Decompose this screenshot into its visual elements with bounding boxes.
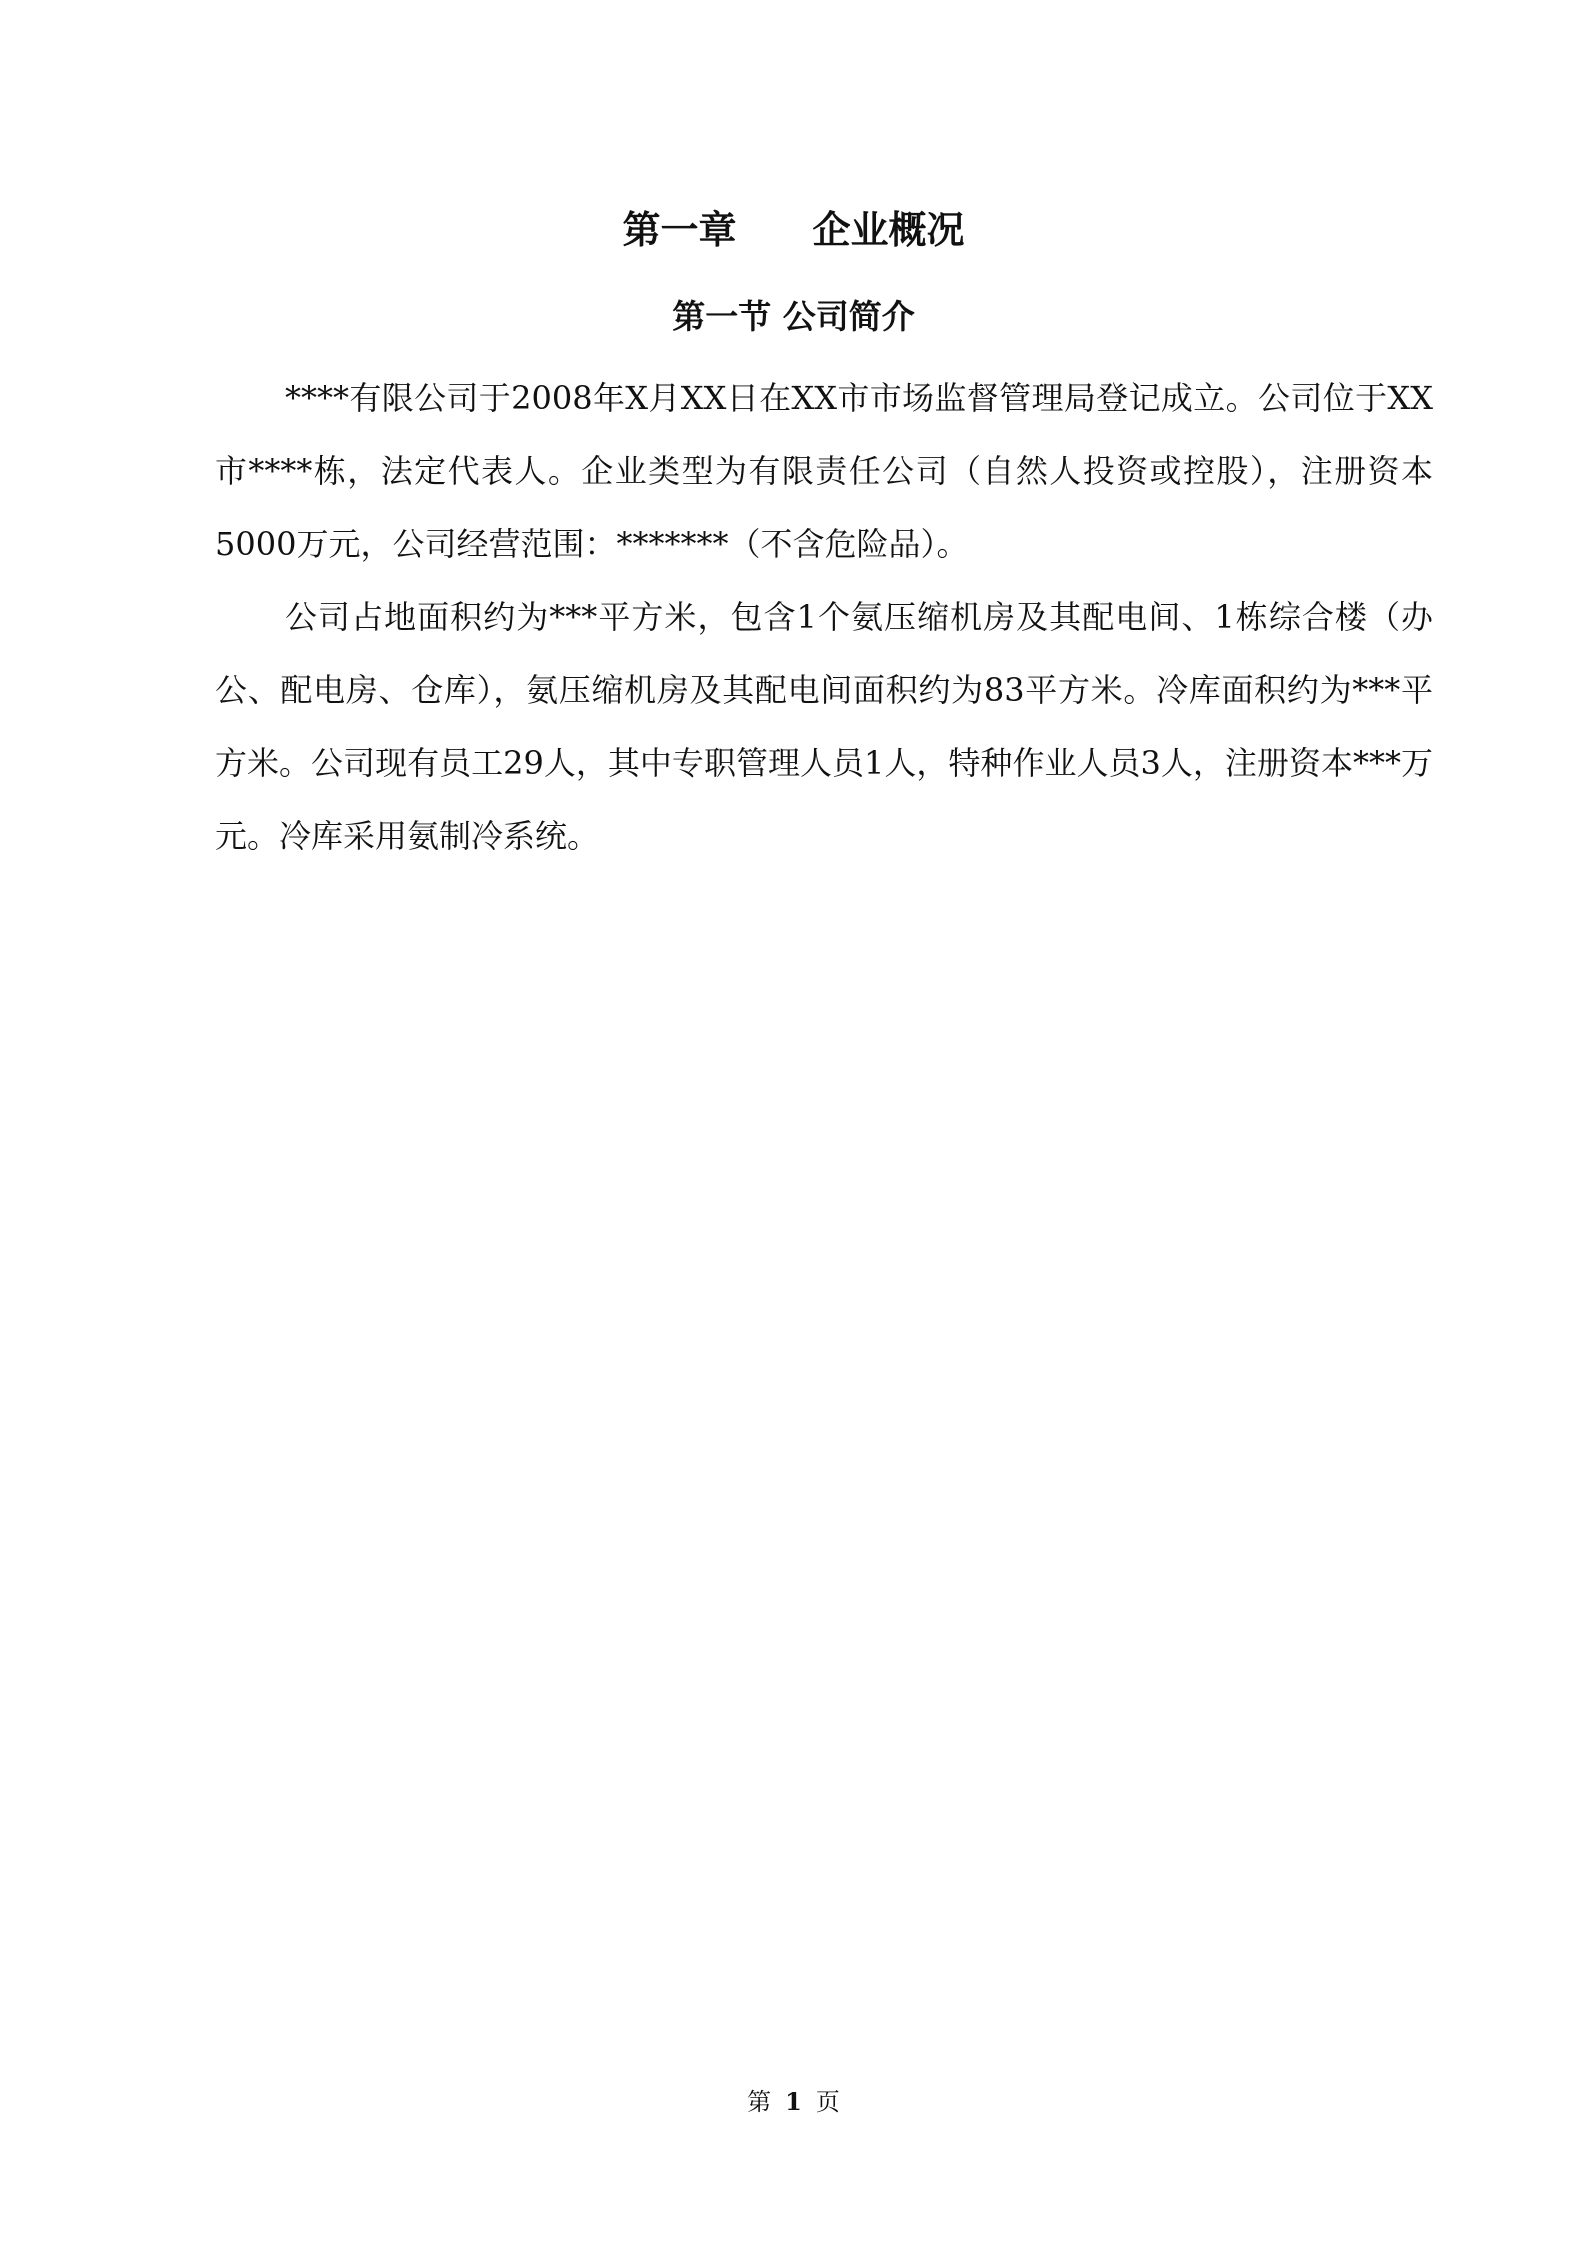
page-footer — [0, 2086, 1587, 2118]
page-number: 1 — [785, 2087, 802, 2116]
chapter-title: 第一章 企业概况 — [622, 207, 965, 252]
paragraph-company-facilities: 公司占地面积约为***平方米，包含1个氨压缩机房及其配电间、1栋综合楼（办公、配电房、仓库），氨压缩机房及其配电间面积约为83平方米。冷库面积约为***平方米。公司现有员工29人，其中专职管理人员1人，特种作业人员3人，注册资本***万元。冷库采用氨制冷系统。 — [215, 598, 1433, 855]
footer-prefix: 第 — [747, 2088, 772, 2116]
paragraph-company-registration: ****有限公司于2008年X月XX日在XX市市场监督管理局登记成立。公司位于XX市****栋，法定代表人。企业类型为有限责任公司（自然人投资或控股），注册资本5000万元，公司经营范围：*******（不含危险品）。 — [215, 379, 1433, 563]
section-title: 第一节 公司简介 — [672, 297, 915, 336]
body-text — [215, 362, 1433, 873]
footer-suffix: 页 — [815, 2088, 840, 2116]
